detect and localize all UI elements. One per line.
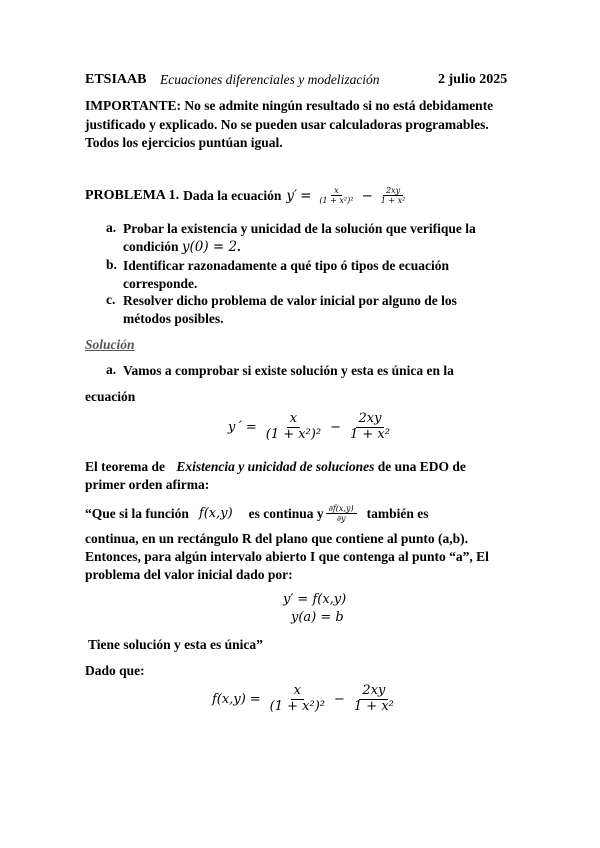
quote-mid: es continua y	[248, 505, 324, 521]
item-a-line2	[123, 238, 523, 256]
quote-line-2: continua, en un rectángulo R del plano que contiene al punto (a,b).	[85, 531, 469, 546]
problem-term2-den: 1 + x²	[380, 196, 406, 206]
item-b-line1: Identificar razonadamente a qué tipo ó tipos de ecuación	[123, 258, 449, 273]
f-eq-term2	[351, 684, 397, 715]
theorem-pre: El teorema de	[85, 459, 165, 474]
problem-term1	[316, 186, 356, 205]
main-eq-term1	[263, 412, 324, 443]
theorem-line-2: primer orden afirma:	[85, 477, 210, 492]
important-line-2: justificado y explicado. No se pueden usar calculadoras programables.	[85, 117, 489, 132]
quote-line-1	[85, 504, 428, 523]
main-eq-term1-den: (1 + x²)²	[265, 426, 322, 442]
main-eq-term2-den: 1 + x²	[350, 426, 390, 442]
item-b-line2: corresponde.	[123, 276, 198, 291]
quote-function: f(x,y)	[198, 505, 233, 521]
f-eq-lhs: f(x,y)	[212, 691, 246, 707]
problem-yprime: y′	[286, 187, 298, 204]
ivp-line-2: y(a) = b	[291, 610, 344, 625]
f-eq-term1-den: (1 + x²)²	[269, 698, 325, 714]
solution-a-cont: ecuación	[85, 389, 136, 404]
quote-end: también es	[366, 505, 429, 521]
problem-term2	[378, 186, 409, 205]
item-a-line2-post: .	[237, 239, 241, 254]
f-eq-term2-num: 2xy	[359, 684, 388, 700]
ivp-line-1: y′ = f(x,y)	[283, 592, 347, 607]
item-b-letter: b.	[106, 257, 117, 272]
item-c-line1: Resolver dicho problema de valor inicial por alguno de los	[123, 293, 457, 308]
item-a-text	[123, 220, 523, 256]
item-a-condition: y(0) = 2	[181, 239, 238, 255]
problem-term1-num: x	[331, 186, 342, 196]
item-c-text	[123, 292, 523, 328]
important-line-1: IMPORTANTE: No se admite ningún resultado si no está debidamente	[85, 98, 494, 113]
theorem-line-1	[85, 458, 466, 476]
theorem-post: de una EDO de	[377, 459, 466, 474]
solution-a-letter: a.	[106, 362, 117, 377]
header-course: Ecuaciones diferenciales y modelización	[160, 72, 380, 87]
header-date: 2 julio 2025	[438, 72, 508, 87]
problem-minus: −	[361, 187, 373, 204]
f-eq-term1	[267, 684, 328, 715]
main-eq-term2	[347, 412, 393, 443]
quote-derivative-num: ∂f(x,y)	[326, 504, 357, 514]
problem-statement	[85, 186, 410, 205]
main-eq-yprime: y´	[228, 419, 242, 435]
f-eq-term2-den: 1 + x²	[353, 698, 394, 714]
problem-term1-den: (1 + x²)²	[319, 196, 354, 206]
item-a-line1: Probar la existencia y unicidad de la solución que verifique la	[123, 221, 476, 236]
main-eq-minus: −	[330, 419, 341, 435]
header-institution: ETSIAAB	[85, 72, 147, 87]
main-equation	[228, 412, 395, 443]
quote-derivative	[326, 504, 357, 523]
item-a-line2-pre: condición	[123, 239, 182, 254]
problem-label: PROBLEMA 1.	[85, 187, 180, 203]
item-a-letter: a.	[106, 220, 117, 235]
quote-start: “Que si la función	[85, 505, 189, 521]
main-eq-term1-num: x	[287, 412, 300, 428]
quote-line-4: problema del valor inicial dado por:	[85, 567, 293, 582]
f-eq-minus: −	[334, 691, 345, 707]
solution-title: Solución	[85, 337, 135, 352]
f-equation	[212, 684, 399, 715]
important-line-3: Todos los ejercicios puntúan igual.	[85, 135, 283, 150]
quote-line-3: Entonces, para algún intervalo abierto I que contenga al punto “a”, El	[85, 549, 489, 564]
f-eq-sign: =	[249, 691, 261, 707]
theorem-name: Existencia y unicidad de soluciones	[176, 459, 375, 474]
item-b-text	[123, 257, 523, 293]
problem-intro: Dada la ecuación	[183, 187, 282, 203]
item-c-line2: métodos posibles.	[123, 311, 224, 326]
f-eq-term1-num: x	[291, 684, 304, 700]
problem-term2-num: 2xy	[383, 186, 403, 196]
main-eq-sign: =	[245, 419, 257, 435]
solution-a-text: Vamos a comprobar si existe solución y esta es única en la	[123, 363, 454, 378]
unique-text: Tiene solución y esta es única”	[88, 637, 263, 652]
main-eq-term2-num: 2xy	[356, 412, 385, 428]
given-text: Dado que:	[85, 663, 145, 678]
quote-derivative-den: ∂y	[336, 514, 346, 524]
problem-eq-sign: =	[300, 187, 312, 204]
item-c-letter: c.	[106, 292, 116, 307]
